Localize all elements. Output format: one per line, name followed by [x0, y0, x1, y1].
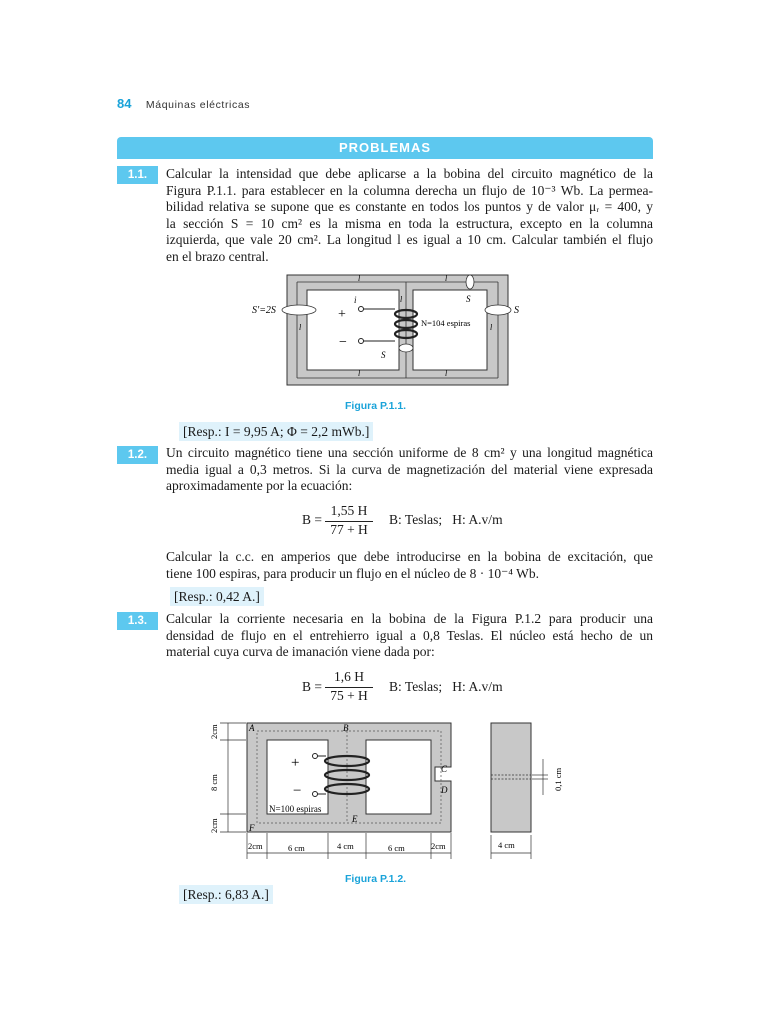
text-line: densidad de flujo en el entrehierro igual a 0,8 Teslas. El núcleo está hecho de un	[166, 627, 653, 643]
text-line: aproximadamente por la ecuación:	[166, 478, 353, 493]
equation-units: B: Teslas; H: A.v/m	[389, 512, 503, 527]
dimension-label: 4 cm	[498, 840, 515, 850]
problem-text	[166, 166, 653, 265]
dimension-label: 6 cm	[288, 843, 305, 853]
section-label-left: S′=2S	[252, 305, 276, 316]
section-title: PROBLEMAS	[117, 137, 653, 159]
text-line: Figura P.1.1. para establecer en la columna derecha un flujo de 10⁻³ Wb. La permea-	[166, 182, 653, 198]
problem-text	[166, 445, 653, 495]
problem-number: 1.3.	[117, 612, 158, 630]
text-line: Calcular la c.c. en amperios que debe introducirse en la bobina de excitación, que	[166, 549, 653, 564]
answer: [Resp.: I = 9,95 A; Φ = 2,2 mWb.]	[179, 422, 373, 441]
text-line: la sección S = 10 cm² es la misma en toda la estructura, excepto en la columna	[166, 215, 653, 231]
point-label: C	[441, 764, 448, 774]
length-label: l	[445, 274, 448, 283]
point-label: D	[441, 785, 448, 795]
point-label: A	[249, 723, 255, 733]
text-line: Calcular la corriente necesaria en la bobina de la Figura P.1.2 para producir una	[166, 611, 653, 626]
text-line: material cuya curva de imanación viene dada por:	[166, 644, 435, 659]
point-label: B	[343, 723, 349, 733]
dimension-label: 2cm	[209, 724, 219, 739]
figure-caption: Figura P.1.1.	[345, 400, 407, 412]
equation-lhs: B =	[302, 679, 322, 694]
dimension-label: 4 cm	[337, 841, 354, 851]
text-line: izquierda, que vale 20 cm². La longitud l es igual a 10 cm. Calcular también el flujo	[166, 232, 653, 247]
length-label: l	[490, 323, 493, 332]
problem-text	[166, 549, 653, 582]
plus-sign: +	[338, 307, 346, 322]
length-label: l	[400, 295, 403, 304]
dimension-label: 8 cm	[209, 774, 219, 791]
equation-lhs: B =	[302, 512, 322, 527]
gap-label: 0,1 cm	[553, 767, 563, 791]
length-label: l	[358, 274, 361, 283]
section-label-center: S	[381, 350, 386, 360]
figure-p12	[200, 715, 580, 865]
plus-sign: +	[291, 755, 300, 771]
current-label: i	[354, 295, 357, 305]
equation-numerator: 1,6 H	[334, 669, 364, 684]
figure-p11	[240, 268, 540, 393]
point-label: E	[352, 814, 358, 824]
problem-number: 1.1.	[117, 166, 158, 184]
figure-caption: Figura P.1.2.	[345, 873, 407, 885]
text-line: en el brazo central.	[166, 248, 269, 264]
dimension-label: 2cm	[431, 841, 446, 851]
equation-denominator: 77 + H	[330, 522, 368, 537]
text-line: Calcular la intensidad que debe aplicarse a la bobina del circuito magnético de la	[166, 166, 653, 181]
turns-label: N=104 espiras	[421, 318, 471, 328]
turns-label: N=100 espiras	[269, 804, 322, 814]
equation-units: B: Teslas; H: A.v/m	[389, 679, 503, 694]
minus-sign: −	[293, 783, 302, 799]
text-line: bilidad relativa se supone que es constante en todos los puntos y de valor μᵣ = 400, y	[166, 199, 653, 214]
dimension-label: 6 cm	[388, 843, 405, 853]
length-label: l	[358, 369, 361, 378]
section-label-right: S	[514, 305, 519, 316]
book-title: Máquinas eléctricas	[145, 99, 251, 111]
section-label-top: S	[466, 294, 471, 304]
minus-sign: −	[339, 335, 347, 350]
answer: [Resp.: 0,42 A.]	[170, 587, 264, 606]
equation-denominator: 75 + H	[330, 688, 368, 703]
point-label: F	[249, 823, 255, 833]
problem-text	[166, 611, 653, 661]
dimension-label: 2cm	[248, 841, 263, 851]
answer: [Resp.: 6,83 A.]	[179, 885, 273, 904]
dimension-label: 2cm	[209, 818, 219, 833]
page-number: 84	[117, 96, 132, 111]
length-label: l	[445, 369, 448, 378]
equation-numerator: 1,55 H	[330, 503, 368, 518]
problem-number: 1.2.	[117, 446, 158, 464]
text-line: Un circuito magnético tiene una sección uniforme de 8 cm² y una longitud magnética	[166, 445, 653, 460]
text-line: tiene 100 espiras, para producir un flujo en el núcleo de 8 · 10⁻⁴ Wb.	[166, 565, 539, 581]
page-header	[117, 95, 250, 113]
length-label: l	[299, 323, 302, 332]
text-line: media igual a 0,3 metros. Si la curva de magnetización del material viene expresada	[166, 461, 653, 477]
